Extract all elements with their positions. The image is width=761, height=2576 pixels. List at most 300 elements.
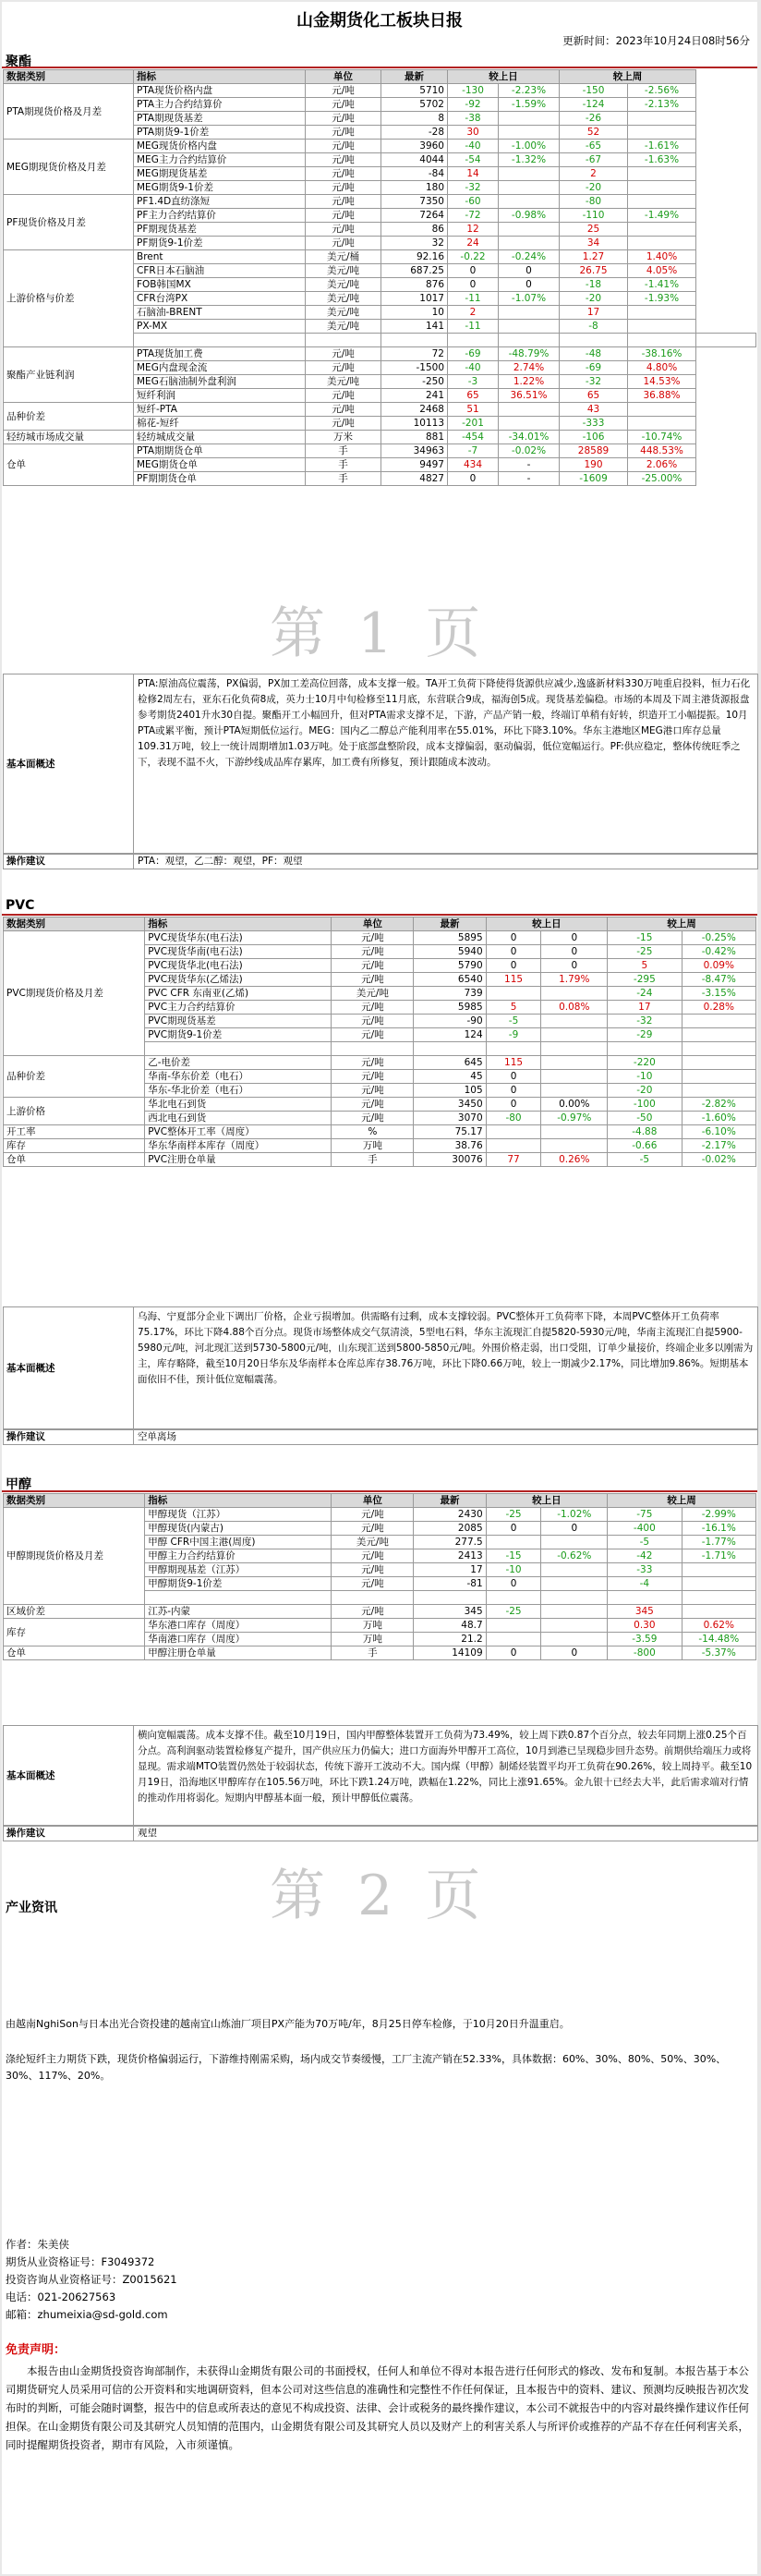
row-indicator: PF主力合约结算价 xyxy=(134,209,306,223)
col-header-prev-week: 较上周 xyxy=(608,1494,756,1508)
row-day-pct: 0 xyxy=(541,1646,608,1660)
row-category: 品种价差 xyxy=(4,403,134,431)
row-latest: 5985 xyxy=(414,1001,486,1015)
row-unit: 元/吨 xyxy=(306,237,381,250)
row-week-pct xyxy=(682,1015,755,1028)
row-latest: 881 xyxy=(381,431,448,444)
col-header-unit: 单位 xyxy=(332,1494,414,1508)
row-unit: 手 xyxy=(306,472,381,486)
row-latest: -28 xyxy=(381,126,448,140)
col-header-category: 数据类别 xyxy=(4,1494,145,1508)
row-unit: 元/吨 xyxy=(306,167,381,181)
row-week-pct: -2.13% xyxy=(628,98,696,112)
row-unit: 元/吨 xyxy=(306,153,381,167)
row-week-change: -20 xyxy=(608,1084,682,1098)
row-unit: 元/吨 xyxy=(306,347,381,361)
row-latest: 5895 xyxy=(414,931,486,945)
row-indicator: 乙-电价差 xyxy=(145,1056,332,1070)
row-indicator: 华东港口库存（周度） xyxy=(145,1619,332,1633)
row-indicator: MEG主力合约结算价 xyxy=(134,153,306,167)
row-indicator: 江苏-内蒙 xyxy=(145,1605,332,1619)
row-indicator: 短纤利润 xyxy=(134,389,306,403)
watermark-page-1: 第 1 页 xyxy=(270,601,489,666)
row-day-pct xyxy=(560,334,628,347)
table-row xyxy=(4,1056,756,1070)
row-indicator: MEG期货9-1价差 xyxy=(134,181,306,195)
row-week-change: -32 xyxy=(608,1015,682,1028)
row-day-pct xyxy=(499,320,560,334)
row-day-change: 0 xyxy=(448,472,499,486)
row-latest: 5702 xyxy=(381,98,448,112)
row-unit: 万吨 xyxy=(332,1139,414,1153)
col-header-prev-week: 较上周 xyxy=(560,70,696,84)
row-indicator xyxy=(145,1042,332,1056)
row-indicator: MEG石脑油制外盘利润 xyxy=(134,375,306,389)
row-week-pct xyxy=(628,112,696,126)
row-week-change: 26.75 xyxy=(560,264,628,278)
license-consult: 投资咨询从业资格证号：Z0015621 xyxy=(6,2273,177,2286)
row-indicator: FOB韩国MX xyxy=(134,278,306,292)
row-indicator: PTA期现货基差 xyxy=(134,112,306,126)
row-day-change: 0 xyxy=(486,1084,541,1098)
row-week-change: -65 xyxy=(560,140,628,153)
row-day-change: 65 xyxy=(448,389,499,403)
row-indicator: PF期现货基差 xyxy=(134,223,306,237)
row-week-pct: -0.02% xyxy=(682,1153,755,1167)
row-week-pct: -10.74% xyxy=(628,431,696,444)
row-week-change: -124 xyxy=(560,98,628,112)
row-week-change: 17 xyxy=(608,1001,682,1015)
row-day-change xyxy=(486,1139,541,1153)
row-unit: 元/吨 xyxy=(306,209,381,223)
row-latest: 3450 xyxy=(414,1098,486,1112)
row-week-change: -32 xyxy=(560,375,628,389)
table-row xyxy=(4,1098,756,1112)
row-latest: -90 xyxy=(414,1015,486,1028)
row-day-change: -25 xyxy=(486,1605,541,1619)
row-day-change: -11 xyxy=(448,292,499,306)
row-week-pct: -16.1% xyxy=(682,1522,755,1536)
row-indicator: 西北电石到货 xyxy=(145,1112,332,1125)
row-latest: -250 xyxy=(381,375,448,389)
col-header-unit: 单位 xyxy=(332,917,414,931)
row-latest: 32 xyxy=(381,237,448,250)
row-week-pct: 14.53% xyxy=(628,375,696,389)
row-day-pct xyxy=(499,195,560,209)
row-day-pct: -34.01% xyxy=(499,431,560,444)
row-indicator: 甲醇期现基差（江苏） xyxy=(145,1563,332,1577)
row-latest: 86 xyxy=(381,223,448,237)
row-week-pct xyxy=(682,1084,755,1098)
disclaimer-text: 本报告由山金期货投资咨询部制作，未获得山金期货有限公司的书面授权，任何人和单位不得对本报告进行任何形式的修改、发布和复制。本报告基于本公司期货研究人员采用可信的公开资料和实地调研资料，但本公司对这些信息的准确性和完整性不作任何保证，且本报告中的资料、建议、预测均反映报告初次发布时的判断，可能会随时调整，报告中的信息或所表达的意见不构成投资、法律、会计或税务的最终操作建议，本公司不就报告中的内容对最终操作建议作任何担保。在山金期货有限公司及其研究人员知情的范围内，山金期货有限公司及其研究人员以及财产上的利害关系人与所评价或推荐的产品不存在任何利害关系，同时提醒期货投资者，期市有风险，入市须谨慎。 xyxy=(6,2364,749,2451)
fundamentals-label: 基本面概述 xyxy=(4,1307,134,1429)
row-unit: 元/吨 xyxy=(306,181,381,195)
row-day-pct xyxy=(499,223,560,237)
row-week-pct xyxy=(628,417,696,431)
row-week-pct xyxy=(628,181,696,195)
advice-text: 空单离场 xyxy=(138,1431,176,1442)
row-indicator: PVC现货华东(乙烯法) xyxy=(145,973,332,987)
row-week-pct: 0.28% xyxy=(682,1001,755,1015)
row-day-pct xyxy=(541,1591,608,1605)
fundamentals-text: 乌海、宁夏部分企业下调出厂价格，企业亏损增加。供需略有过剩，成本支撑较弱。PVC整体开工负荷率下降，本周PVC整体开工负荷率75.17%，环比下降4.88个百分点。现货市场整体成交气氛清淡，5型电石料，华东主流现汇自提5820-5930元/吨，华南主流现汇自提5900-5980元/吨，河北现汇送到5730-5800元/吨，山东现汇送到5800-5850元/吨。外围价格走弱，出口受阻，订单少量接价，终端企业多以刚需为主，库存略降，截至10月20日华东及华南样本仓库总库存38.76万吨，环比下降0.66万吨，较上一期减少2.17%，同比增加9.86%。短期基本面依旧不佳，预计低位宽幅震荡。 xyxy=(138,1311,754,1385)
row-indicator: 华南港口库存（周度） xyxy=(145,1633,332,1646)
row-unit: % xyxy=(332,1125,414,1139)
row-indicator: PVC整体开工率（周度） xyxy=(145,1125,332,1139)
row-week-pct xyxy=(682,1577,755,1591)
section-title-pvc: PVC xyxy=(6,898,35,913)
row-latest: 7350 xyxy=(381,195,448,209)
advice-label: 操作建议 xyxy=(4,1826,134,1841)
row-latest: 2430 xyxy=(414,1508,486,1522)
row-unit: 元/吨 xyxy=(306,84,381,98)
row-week-change: -5 xyxy=(608,1536,682,1549)
row-week-change: 0.30 xyxy=(608,1619,682,1633)
row-day-change: 24 xyxy=(448,237,499,250)
row-day-change: 0 xyxy=(486,1646,541,1660)
row-category: 聚酯产业链利润 xyxy=(4,347,134,403)
table-header xyxy=(4,1494,756,1508)
row-indicator: MEG期货仓单 xyxy=(134,458,306,472)
row-latest: 3960 xyxy=(381,140,448,153)
row-latest: 739 xyxy=(414,987,486,1001)
row-latest xyxy=(414,1042,486,1056)
row-indicator: PVC现货华北(电石法) xyxy=(145,959,332,973)
row-day-change: 0 xyxy=(486,1070,541,1084)
row-day-pct xyxy=(499,306,560,320)
row-day-change: -454 xyxy=(448,431,499,444)
col-header-category: 数据类别 xyxy=(4,917,145,931)
row-unit: 美元/吨 xyxy=(306,320,381,334)
row-week-pct xyxy=(628,126,696,140)
row-unit: 手 xyxy=(332,1153,414,1167)
row-unit: 元/吨 xyxy=(332,1549,414,1563)
row-week-change: 25 xyxy=(560,223,628,237)
row-day-change: -0.22 xyxy=(448,250,499,264)
row-day-change: 0 xyxy=(486,1577,541,1591)
row-week-pct: -38.16% xyxy=(628,347,696,361)
row-unit: 元/吨 xyxy=(332,945,414,959)
row-indicator: PVC期货9-1价差 xyxy=(145,1028,332,1042)
methanol-fundamentals xyxy=(3,1725,758,1827)
row-week-pct: -1.61% xyxy=(628,140,696,153)
row-day-pct: 1.79% xyxy=(541,973,608,987)
row-week-change xyxy=(608,1042,682,1056)
row-day-change: -54 xyxy=(448,153,499,167)
row-day-change: 115 xyxy=(486,973,541,987)
row-unit: 手 xyxy=(332,1646,414,1660)
row-latest: 2468 xyxy=(381,403,448,417)
row-category: 上游价格与价差 xyxy=(4,250,134,347)
row-indicator: MEG内盘现金流 xyxy=(134,361,306,375)
row-week-pct: -2.99% xyxy=(682,1508,755,1522)
row-latest: -84 xyxy=(381,167,448,181)
row-week-change: -75 xyxy=(608,1508,682,1522)
row-week-pct: -25.00% xyxy=(628,472,696,486)
row-day-change: 0 xyxy=(486,931,541,945)
row-latest: 7264 xyxy=(381,209,448,223)
row-day-change: -201 xyxy=(448,417,499,431)
row-day-pct: 0 xyxy=(499,264,560,278)
row-latest: 10 xyxy=(381,306,448,320)
row-indicator: PTA主力合约结算价 xyxy=(134,98,306,112)
row-indicator: MEG现货价格内盘 xyxy=(134,140,306,153)
row-day-change: 0 xyxy=(486,1098,541,1112)
col-header-indicator: 指标 xyxy=(134,70,306,84)
polyester-advice xyxy=(3,853,758,869)
row-unit: 元/吨 xyxy=(306,403,381,417)
row-day-pct: -1.00% xyxy=(499,140,560,153)
row-day-change: -11 xyxy=(448,320,499,334)
row-unit: 手 xyxy=(306,444,381,458)
row-latest: 5710 xyxy=(381,84,448,98)
watermark-page-2: 第 2 页 xyxy=(270,1864,489,1928)
row-day-pct xyxy=(541,1056,608,1070)
row-unit: 元/吨 xyxy=(332,1605,414,1619)
row-day-change: -38 xyxy=(448,112,499,126)
row-week-change xyxy=(628,334,696,347)
row-week-change: -800 xyxy=(608,1646,682,1660)
row-indicator: PVC主力合约结算价 xyxy=(145,1001,332,1015)
row-week-change: -42 xyxy=(608,1549,682,1563)
row-latest: 8 xyxy=(381,112,448,126)
row-week-pct xyxy=(682,1042,755,1056)
row-latest: 141 xyxy=(381,320,448,334)
row-indicator: PVC CFR 东南亚(乙烯) xyxy=(145,987,332,1001)
row-week-change: -29 xyxy=(608,1028,682,1042)
row-day-change: -72 xyxy=(448,209,499,223)
author-info xyxy=(6,2236,177,2324)
polyester-fundamentals xyxy=(3,674,758,855)
row-unit: 元/吨 xyxy=(332,1522,414,1536)
row-day-pct: -48.79% xyxy=(499,347,560,361)
row-week-pct xyxy=(628,306,696,320)
row-week-change: 17 xyxy=(560,306,628,320)
row-week-change: -150 xyxy=(560,84,628,98)
section-divider xyxy=(2,67,757,68)
row-unit: 元/吨 xyxy=(332,959,414,973)
fundamentals-text: 横向宽幅震荡。成本支撑不佳。截至10月19日，国内甲醇整体装置开工负荷为73.49%，较上周下跌0.87个百分点，较去年同期上涨0.25个百分点。高利润驱动装置检修复产提升，国产供应压力仍偏大；进口方面海外甲醇开工高位，10月到港已呈现稳步回升态势。前期供给端压力或将显现。需求端MTO装置仍然处于较弱状态，传统下游开工波动不大。国内煤（甲醇）制烯烃装置平均开工负荷在90.26%，较上周持平。截至10月19日，沿海地区甲醇库存在105.56万吨，环比下跌1.24万吨，跌幅在1.22%，同比上涨91.65%。金九银十已经去大半，此后需求端对行情的推动作用将弱化。短期内甲醇基本面一般，预计甲醇低位震荡。 xyxy=(138,1730,753,1804)
row-week-change: -25 xyxy=(608,945,682,959)
row-indicator: MEG期现货基差 xyxy=(134,167,306,181)
row-day-pct: -0.97% xyxy=(541,1112,608,1125)
row-week-pct: -14.48% xyxy=(682,1633,755,1646)
row-unit: 元/吨 xyxy=(332,973,414,987)
row-latest: 687.25 xyxy=(381,264,448,278)
row-week-pct: -0.42% xyxy=(682,945,755,959)
row-day-pct xyxy=(499,417,560,431)
row-unit: 万吨 xyxy=(332,1633,414,1646)
col-header-prev-day: 较上日 xyxy=(486,917,607,931)
row-day-pct: -1.59% xyxy=(499,98,560,112)
table-row xyxy=(4,1605,756,1619)
row-day-pct xyxy=(499,181,560,195)
row-day-change xyxy=(486,1042,541,1056)
row-week-change: -80 xyxy=(560,195,628,209)
row-day-pct xyxy=(541,1015,608,1028)
row-week-change: -110 xyxy=(560,209,628,223)
row-week-pct: 4.80% xyxy=(628,361,696,375)
row-week-pct: 1.40% xyxy=(628,250,696,264)
row-day-change: 12 xyxy=(448,223,499,237)
row-day-pct: -2.23% xyxy=(499,84,560,98)
row-week-pct: -3.15% xyxy=(682,987,755,1001)
row-indicator: PTA现货加工费 xyxy=(134,347,306,361)
row-unit: 美元/吨 xyxy=(306,292,381,306)
row-indicator: 石脑油-BRENT xyxy=(134,306,306,320)
row-week-pct: 4.05% xyxy=(628,264,696,278)
col-header-latest: 最新 xyxy=(414,1494,486,1508)
row-week-pct: -1.93% xyxy=(628,292,696,306)
license-futures: 期货从业资格证号：F3049372 xyxy=(6,2255,155,2268)
row-week-change: -8 xyxy=(560,320,628,334)
row-unit: 元/吨 xyxy=(332,931,414,945)
table-row xyxy=(4,195,756,209)
row-latest: 3070 xyxy=(414,1112,486,1125)
row-week-pct xyxy=(628,223,696,237)
row-week-pct xyxy=(682,1028,755,1042)
row-day-pct: 0 xyxy=(499,278,560,292)
row-day-change: -15 xyxy=(486,1549,541,1563)
row-category xyxy=(134,334,306,347)
row-week-pct: -1.63% xyxy=(628,153,696,167)
col-header-prev-week: 较上周 xyxy=(608,917,756,931)
row-indicator: PF期货9-1价差 xyxy=(134,237,306,250)
table-row xyxy=(4,403,756,417)
row-week-change: -48 xyxy=(560,347,628,361)
row-week-change: 1.27 xyxy=(560,250,628,264)
row-week-change: -5 xyxy=(608,1153,682,1167)
row-unit: 元/吨 xyxy=(306,112,381,126)
table-row xyxy=(4,1139,756,1153)
row-day-pct xyxy=(541,1536,608,1549)
col-header-indicator: 指标 xyxy=(145,917,332,931)
row-week-pct: -6.10% xyxy=(682,1125,755,1139)
row-day-change: -40 xyxy=(448,361,499,375)
row-category: 轻纺城市场成交量 xyxy=(4,431,134,444)
industry-news-2: 涤纶短纤主力期货下跌，现货价格偏弱运行，下游维持刚需采购，场内成交节奏缓慢，工厂主流产销在52.33%，具体数据：60%、30%、80%、50%、30%、30%、117%、20%。 xyxy=(6,2053,727,2082)
row-week-change: 2 xyxy=(560,167,628,181)
row-latest: 30076 xyxy=(414,1153,486,1167)
row-day-change: -130 xyxy=(448,84,499,98)
row-day-change: -10 xyxy=(486,1563,541,1577)
table-row xyxy=(4,1646,756,1660)
row-latest: 6540 xyxy=(414,973,486,987)
advice-label: 操作建议 xyxy=(4,1429,134,1444)
col-header-prev-day: 较上日 xyxy=(448,70,560,84)
row-week-pct: 448.53% xyxy=(628,444,696,458)
row-week-change: -0.66 xyxy=(608,1139,682,1153)
row-indicator: PF期期货仓单 xyxy=(134,472,306,486)
row-day-pct: 0.26% xyxy=(541,1153,608,1167)
row-day-pct: - xyxy=(499,458,560,472)
email: 邮箱：zhumeixia@sd-gold.com xyxy=(6,2308,168,2321)
row-latest: 10113 xyxy=(381,417,448,431)
row-day-pct: -0.98% xyxy=(499,209,560,223)
row-indicator: 轻纺城成交量 xyxy=(134,431,306,444)
row-week-change: -333 xyxy=(560,417,628,431)
row-unit xyxy=(332,1042,414,1056)
row-day-pct xyxy=(499,403,560,417)
row-day-pct: -1.02% xyxy=(541,1508,608,1522)
row-day-pct: 36.51% xyxy=(499,389,560,403)
row-day-change: -32 xyxy=(448,181,499,195)
row-day-pct xyxy=(541,1633,608,1646)
row-week-change: -15 xyxy=(608,931,682,945)
row-latest: 2413 xyxy=(414,1549,486,1563)
row-unit: 元/吨 xyxy=(306,417,381,431)
row-category: 仓单 xyxy=(4,1153,145,1167)
row-unit: 元/吨 xyxy=(332,1001,414,1015)
row-week-change: 5 xyxy=(608,959,682,973)
row-week-pct: 2.06% xyxy=(628,458,696,472)
row-indicator: 甲醇主力合约结算价 xyxy=(145,1549,332,1563)
row-week-change: -20 xyxy=(560,181,628,195)
row-indicator: PTA期货9-1价差 xyxy=(134,126,306,140)
row-week-pct: -2.82% xyxy=(682,1098,755,1112)
row-day-change xyxy=(486,1633,541,1646)
row-day-pct: 1.22% xyxy=(499,375,560,389)
row-unit: 元/吨 xyxy=(306,98,381,112)
row-unit: 元/吨 xyxy=(306,361,381,375)
row-week-change: -18 xyxy=(560,278,628,292)
row-day-change: -5 xyxy=(486,1015,541,1028)
row-week-change: -4.88 xyxy=(608,1125,682,1139)
row-day-pct xyxy=(499,237,560,250)
row-category: 库存 xyxy=(4,1619,145,1646)
row-week-change: -50 xyxy=(608,1112,682,1125)
row-unit: 美元/桶 xyxy=(306,250,381,264)
row-week-change: -3.59 xyxy=(608,1633,682,1646)
row-latest: 105 xyxy=(414,1084,486,1098)
row-week-pct: -1.49% xyxy=(628,209,696,223)
row-unit: 美元/吨 xyxy=(332,1536,414,1549)
row-day-change: -80 xyxy=(486,1112,541,1125)
section-divider xyxy=(2,1490,757,1492)
row-indicator: 华东-华北价差（电石） xyxy=(145,1084,332,1098)
row-week-pct: -1.41% xyxy=(628,278,696,292)
row-category: 仓单 xyxy=(4,444,134,486)
row-indicator: PVC期现货基差 xyxy=(145,1015,332,1028)
row-latest: 45 xyxy=(414,1070,486,1084)
report-page xyxy=(2,2,757,2574)
row-week-change: 345 xyxy=(608,1605,682,1619)
row-week-change: -100 xyxy=(608,1098,682,1112)
row-day-pct: 2.74% xyxy=(499,361,560,375)
row-latest: 14109 xyxy=(414,1646,486,1660)
row-week-pct xyxy=(628,237,696,250)
table-header xyxy=(4,917,756,931)
row-day-pct: -0.24% xyxy=(499,250,560,264)
row-latest: 645 xyxy=(414,1056,486,1070)
row-unit: 元/吨 xyxy=(306,389,381,403)
row-latest xyxy=(448,334,499,347)
col-header-latest: 最新 xyxy=(381,70,448,84)
row-unit: 元/吨 xyxy=(332,1098,414,1112)
author-name: 作者：朱美侠 xyxy=(6,2238,69,2251)
row-day-change: 0 xyxy=(486,945,541,959)
row-latest: 4827 xyxy=(381,472,448,486)
row-latest: 17 xyxy=(414,1563,486,1577)
row-unit: 元/吨 xyxy=(306,140,381,153)
methanol-advice xyxy=(3,1825,758,1841)
row-indicator: 华北电石到货 xyxy=(145,1098,332,1112)
row-week-change xyxy=(608,1591,682,1605)
row-latest: 9497 xyxy=(381,458,448,472)
row-week-pct: -1.60% xyxy=(682,1112,755,1125)
table-row xyxy=(4,1125,756,1139)
row-category: 甲醇期现货价格及月差 xyxy=(4,1508,145,1605)
